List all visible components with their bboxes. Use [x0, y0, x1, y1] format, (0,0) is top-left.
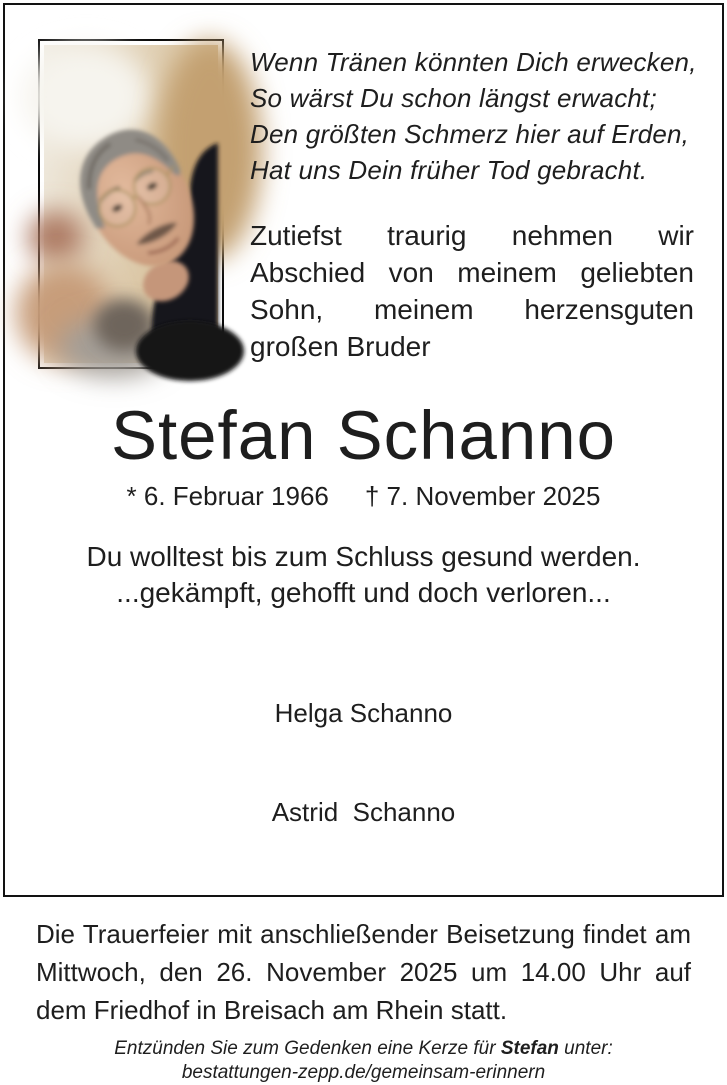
memorial-prefix: Entzünden Sie zum Gedenken eine Kerze für: [114, 1038, 501, 1060]
memorial-name: Stefan: [500, 1038, 559, 1060]
poem-line-4: Hat uns Dein früher Tod gebracht.: [250, 155, 648, 185]
memorial-url: bestattungen-zepp.de/gemeinsam-erinnern: [181, 1062, 546, 1084]
memorial-invitation: [5, 1037, 722, 1061]
deceased-name: Stefan Schanno: [110, 397, 617, 474]
memorial-suffix: unter:: [558, 1038, 613, 1060]
epitaph-line-1: Du wolltest bis zum Schluss gesund werden.: [86, 541, 641, 573]
mourner-name-2: Astrid Schanno: [271, 797, 456, 828]
death-date: † 7. November 2025: [364, 481, 601, 512]
announcement-text: Zutiefst traurig nehmen wir Abschied von meinem geliebten Sohn, meinem herzensguten großen Bruder: [250, 220, 694, 362]
birth-date: * 6. Februar 1966: [126, 481, 329, 512]
poem-line-2: So wärst Du schon längst erwacht;: [250, 83, 657, 113]
epitaph: [5, 539, 722, 611]
poem-line-3: Den größten Schmerz hier auf Erden,: [250, 119, 690, 149]
header-section: [38, 39, 697, 369]
portrait-photo: [38, 39, 224, 369]
life-dates: [5, 480, 722, 513]
portrait-image: [44, 45, 218, 363]
memorial-candle-note: [5, 1037, 722, 1085]
funeral-announcement: Die Trauerfeier mit anschließender Beisetzung findet am Mittwoch, den 26. November 2025 um 14.00 Uhr auf dem Friedhof in Breisach am Rhein statt.: [36, 919, 691, 1026]
mourners: [5, 631, 722, 895]
epitaph-line-2: ...gekämpft, gehofft und doch verloren...: [116, 577, 611, 609]
intro-column: [250, 39, 697, 369]
memorial-poem: [250, 44, 697, 188]
mourner-name-1: Helga Schanno: [274, 698, 453, 729]
obituary-sheet-border: [3, 3, 724, 1084]
poem-line-1: Wenn Tränen könnten Dich erwecken,: [250, 47, 697, 77]
